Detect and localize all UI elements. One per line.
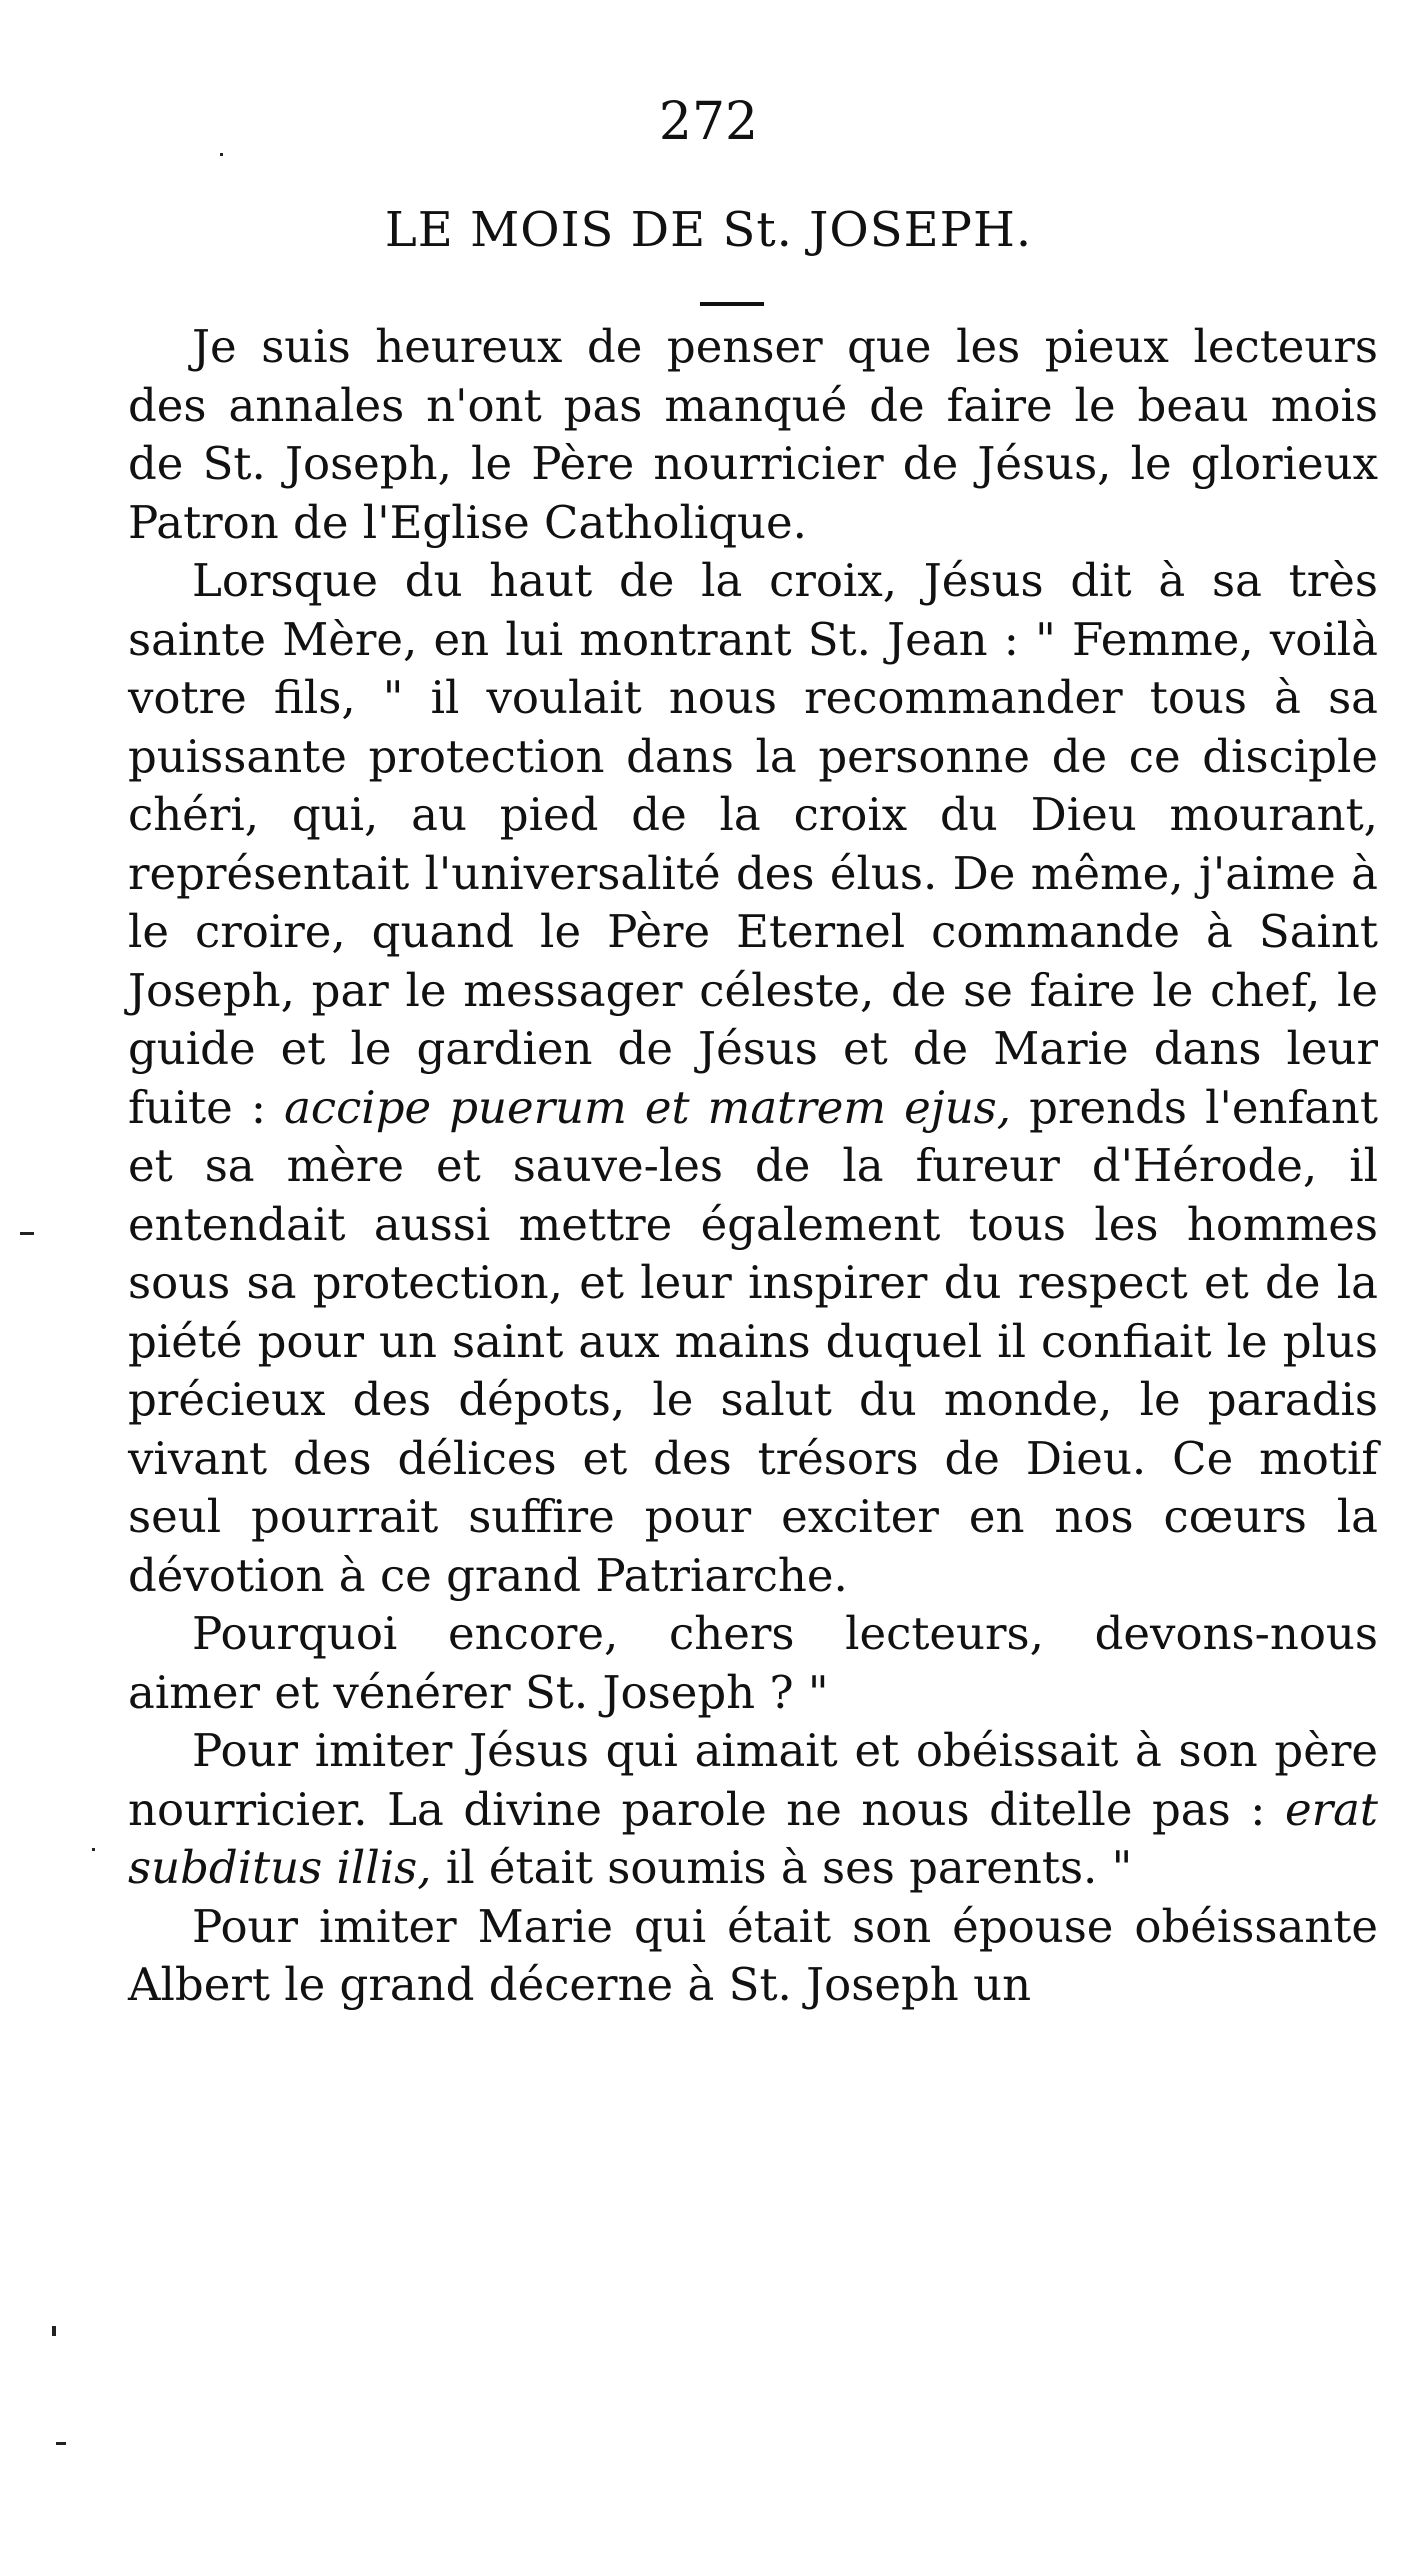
page-number: 272 bbox=[658, 92, 759, 152]
margin-mark bbox=[52, 2326, 56, 2336]
paragraph-text: Pour imiter Jésus qui aimait et obéissait à son père nourricier. La divine parole ne nous ditelle pas : bbox=[128, 1724, 1378, 1836]
paragraph-text: il était soumis à ses parents. " bbox=[431, 1841, 1133, 1894]
margin-mark bbox=[20, 1232, 34, 1235]
paragraph-text: Je suis heureux de penser que les pieux lecteurs des annales n'ont pas manqué de faire le beau mois de St. Joseph, le Père nourricier de Jésus, le glorieux Patron de l'Eglise Catholique. bbox=[128, 320, 1378, 549]
margin-mark bbox=[92, 1848, 95, 1851]
latin-quote: accipe puerum et matrem ejus, bbox=[284, 1080, 1012, 1134]
paragraph bbox=[128, 1898, 1378, 2015]
paragraph bbox=[128, 1722, 1378, 1898]
paragraph-text: prends l'enfant et sa mère et sauve-les de la fureur d'Hérode, il entendait aussi mettre également tous les hommes sous sa protection, et leur inspirer du respect et de la piété pour un saint aux mains duquel il confiait le plus précieux des dépots, le salut du monde, le paradis vivant des délices et des trésors de Dieu. Ce motif seul pourrait suffire pour exciter en nos cœurs la dévotion à ce grand Patriarche. bbox=[128, 1080, 1378, 1602]
margin-mark bbox=[56, 2442, 66, 2445]
page-title: LE MOIS DE St. JOSEPH. bbox=[384, 202, 1033, 258]
title-divider bbox=[700, 302, 764, 306]
paragraph-text: Pour imiter Marie qui était son épouse obéissante Albert le grand décerne à St. Joseph un bbox=[128, 1899, 1378, 2011]
paragraph-text: Lorsque du haut de la croix, Jésus dit à sa très sainte Mère, en lui montrant St. Jean : " Femme, voilà votre fils, " il voulait nous recommander tous à sa puissante protection dans la personne de ce disciple chéri, qui, au pied de la croix du Dieu mourant, représentait l'universalité des élus. De même, j'aime à le croire, quand le Père Eternel commande à Saint Joseph, par le messager céleste, de se faire le chef, le guide et le gardien de Jésus et de Marie dans leur fuite : bbox=[128, 554, 1378, 1134]
paragraph bbox=[128, 318, 1378, 552]
paragraph bbox=[128, 552, 1378, 1605]
margin-mark bbox=[220, 153, 223, 156]
latin-quote: erat subditus illis, bbox=[128, 1782, 1378, 1894]
paragraph-text: Pourquoi encore, chers lecteurs, devons-nous aimer et vénérer St. Joseph ? " bbox=[128, 1607, 1378, 1719]
paragraph bbox=[128, 1605, 1378, 1722]
body-text bbox=[128, 318, 1378, 2015]
